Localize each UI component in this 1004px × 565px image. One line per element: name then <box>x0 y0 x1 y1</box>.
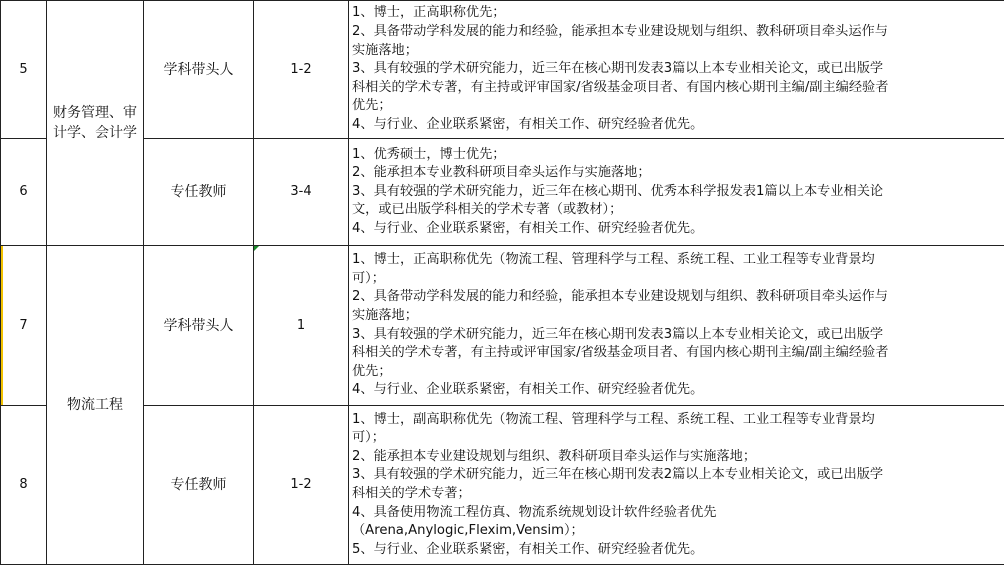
requirement-line: 实施落地； <box>352 307 1002 326</box>
requirement-line: 5、与行业、企业联系紧密，有相关工作、研究经验者优先。 <box>352 541 1002 560</box>
table-row <box>1 246 1004 406</box>
requirement-line: 1、博士，副高职称优先（物流工程、管理科学与工程、系统工程、工业工程等专业背景均 <box>352 411 1002 430</box>
requirements-cell <box>349 139 1004 246</box>
count-cell: 3-4 <box>254 139 349 246</box>
requirement-line: 科相关的学术专著，有主持或评审国家/省级基金项目者、有国内核心期刊主编/副主编经验者 <box>352 79 1002 98</box>
requirement-line: 2、具备带动学科发展的能力和经验，能承担本专业建设规划与组织、教科研项目牵头运作与 <box>352 288 1002 307</box>
requirement-line: 优先； <box>352 363 1002 382</box>
requirement-line: 4、与行业、企业联系紧密，有相关工作、研究经验者优先。 <box>352 116 1002 135</box>
requirements-cell <box>349 246 1004 406</box>
requirements-cell <box>349 1 1004 139</box>
requirements-cell <box>349 406 1004 565</box>
count-cell: 1-2 <box>254 406 349 565</box>
requirement-line: 可）； <box>352 429 1002 448</box>
major-cell: 财务管理、审计学、会计学 <box>47 1 144 246</box>
row-number: 6 <box>1 139 47 246</box>
position-cell: 学科带头人 <box>144 246 254 406</box>
requirement-line: 4、与行业、企业联系紧密，有相关工作、研究经验者优先。 <box>352 220 1002 239</box>
requirement-line: 实施落地； <box>352 42 1002 61</box>
requirement-line: 3、具有较强的学术研究能力，近三年在核心期刊发表3篇以上本专业相关论文，或已出版学 <box>352 326 1002 345</box>
table-row <box>1 1 1004 139</box>
count-cell: 1-2 <box>254 1 349 139</box>
requirement-line: 3、具有较强的学术研究能力，近三年在核心期刊发表2篇以上本专业相关论文，或已出版学 <box>352 466 1002 485</box>
requirement-line: 可）； <box>352 270 1002 289</box>
position-cell: 学科带头人 <box>144 1 254 139</box>
table-row <box>1 406 1004 565</box>
requirement-line: 2、能承担本专业教科研项目牵头运作与实施落地； <box>352 164 1002 183</box>
row-number: 8 <box>1 406 47 565</box>
requirement-line: 科相关的学术专著，有主持或评审国家/省级基金项目者、有国内核心期刊主编/副主编经验者 <box>352 344 1002 363</box>
position-cell: 专任教师 <box>144 406 254 565</box>
requirement-line: 4、与行业、企业联系紧密，有相关工作、研究经验者优先。 <box>352 381 1002 400</box>
requirement-line: 科相关的学术专著； <box>352 485 1002 504</box>
table-row <box>1 139 1004 246</box>
requirement-line: 优先； <box>352 97 1002 116</box>
requirement-line: 2、具备带动学科发展的能力和经验，能承担本专业建设规划与组织、教科研项目牵头运作与 <box>352 23 1002 42</box>
position-cell: 专任教师 <box>144 139 254 246</box>
requirement-line: 4、具备使用物流工程仿真、物流系统规划设计软件经验者优先 <box>352 504 1002 523</box>
requirement-line: 1、博士，正高职称优先； <box>352 4 1002 23</box>
requirement-line: 1、优秀硕士，博士优先； <box>352 146 1002 165</box>
requirement-line: 3、具有较强的学术研究能力，近三年在核心期刊、优秀本科学报发表1篇以上本专业相关论 <box>352 183 1002 202</box>
requirement-line: 1、博士，正高职称优先（物流工程、管理科学与工程、系统工程、工业工程等专业背景均 <box>352 251 1002 270</box>
count-cell: 1 <box>254 246 349 406</box>
requirement-line: 3、具有较强的学术研究能力，近三年在核心期刊发表3篇以上本专业相关论文，或已出版学 <box>352 60 1002 79</box>
row-number: 7 <box>1 246 47 406</box>
requirement-line: 文，或已出版学科相关的学术专著（或教材）； <box>352 201 1002 220</box>
major-cell: 物流工程 <box>47 246 144 565</box>
row-number: 5 <box>1 1 47 139</box>
requirement-line: （Arena,Anylogic,Flexim,Vensim）； <box>352 522 1002 541</box>
requirement-line: 2、能承担本专业建设规划与组织、教科研项目牵头运作与实施落地； <box>352 448 1002 467</box>
